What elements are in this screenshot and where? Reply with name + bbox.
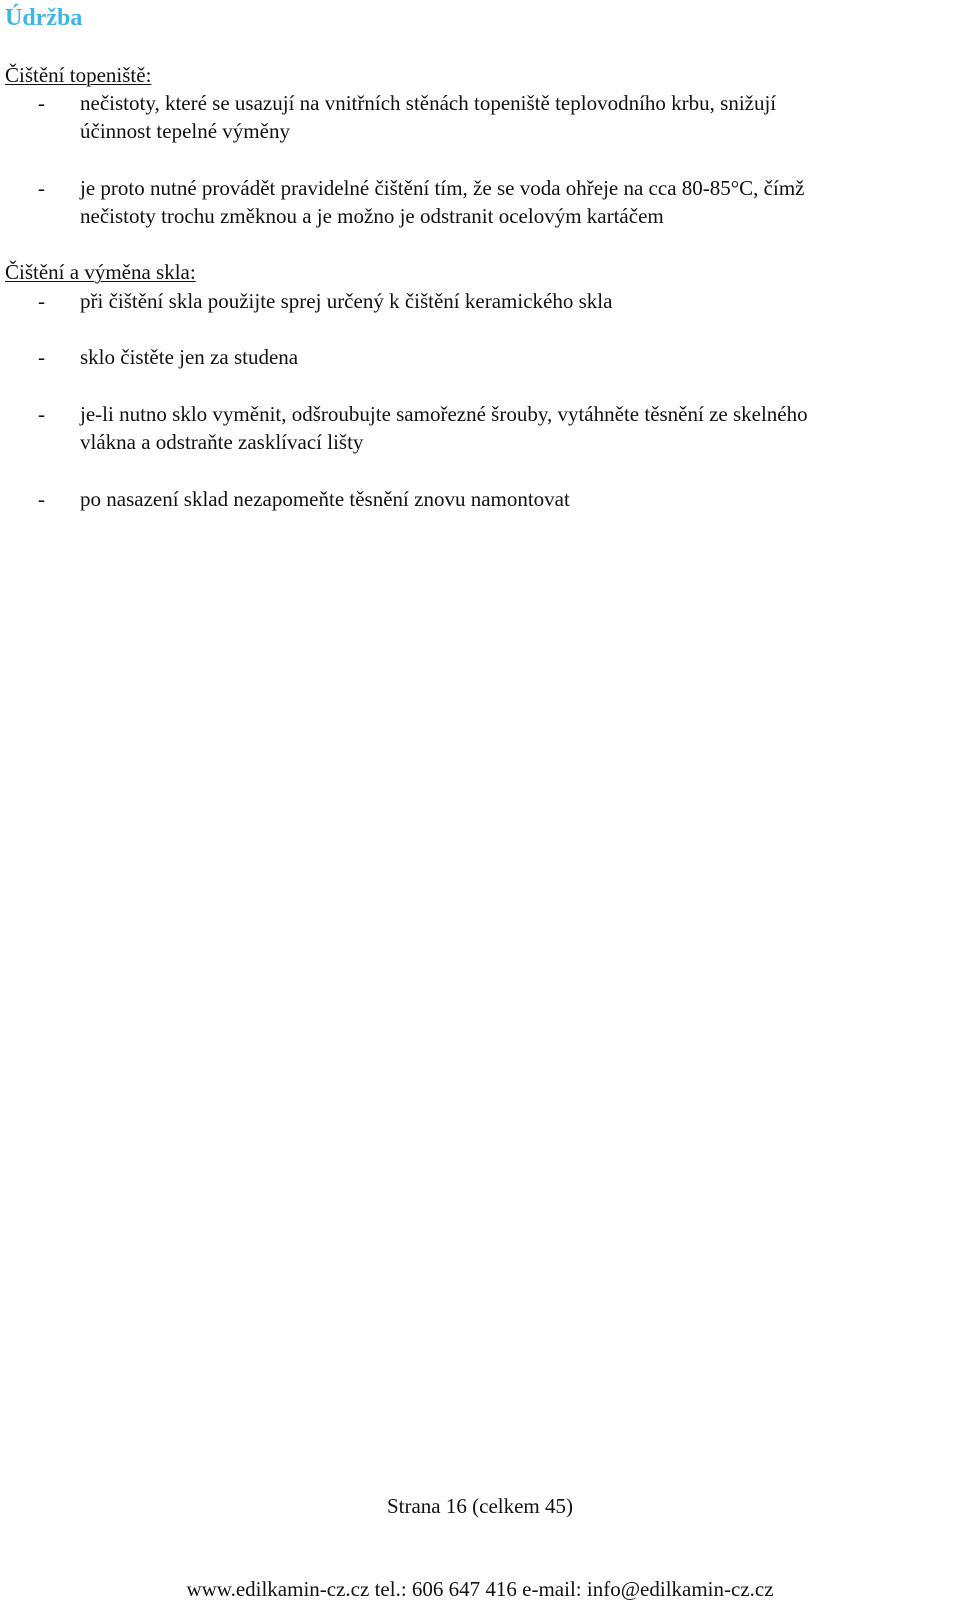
list-item-text <box>80 89 950 145</box>
list-bullet: - <box>38 487 45 511</box>
list-item-line: sklo čistěte jen za studena <box>80 345 299 369</box>
list-item-line: nečistoty, které se usazují na vnitřních stěnách topeniště teplovodního krbu, snižují <box>80 91 777 115</box>
footer-contact: www.edilkamin-cz.cz tel.: 606 647 416 e-mail: info@edilkamin-cz.cz <box>186 1577 774 1601</box>
list-item-line: je proto nutné provádět pravidelné čištění tím, že se voda ohřeje na cca 80-85°C, čímž <box>80 176 805 200</box>
list-item-text <box>80 174 950 230</box>
section-title-cisteni-a-vymena-skla: Čištění a výměna skla: <box>5 260 196 284</box>
list-bullet: - <box>38 402 45 426</box>
footer-page-number: Strana 16 (celkem 45) <box>386 1494 574 1518</box>
list-item-text <box>80 400 950 456</box>
section-title-cisteni-topeniste: Čištění topeniště: <box>5 63 152 87</box>
list-bullet: - <box>38 289 45 313</box>
list-item-text <box>80 287 950 315</box>
list-item-line: po nasazení sklad nezapomeňte těsnění znovu namontovat <box>80 487 570 511</box>
list-item-line: vlákna a odstraňte zasklívací lišty <box>80 430 364 454</box>
list-item-text <box>80 485 950 513</box>
list-item-line: při čištění skla použijte sprej určený k čištění keramického skla <box>80 289 613 313</box>
list-bullet: - <box>38 176 45 200</box>
list-item-line: je-li nutno sklo vyměnit, odšroubujte samořezné šrouby, vytáhněte těsnění ze skelného <box>80 402 808 426</box>
list-item-line: nečistoty trochu změknou a je možno je odstranit ocelovým kartáčem <box>80 204 664 228</box>
page-heading: Údržba <box>5 5 83 31</box>
list-item-line: účinnost tepelné výměny <box>80 119 290 143</box>
list-item-text <box>80 343 950 371</box>
list-bullet: - <box>38 345 45 369</box>
list-bullet: - <box>38 91 45 115</box>
